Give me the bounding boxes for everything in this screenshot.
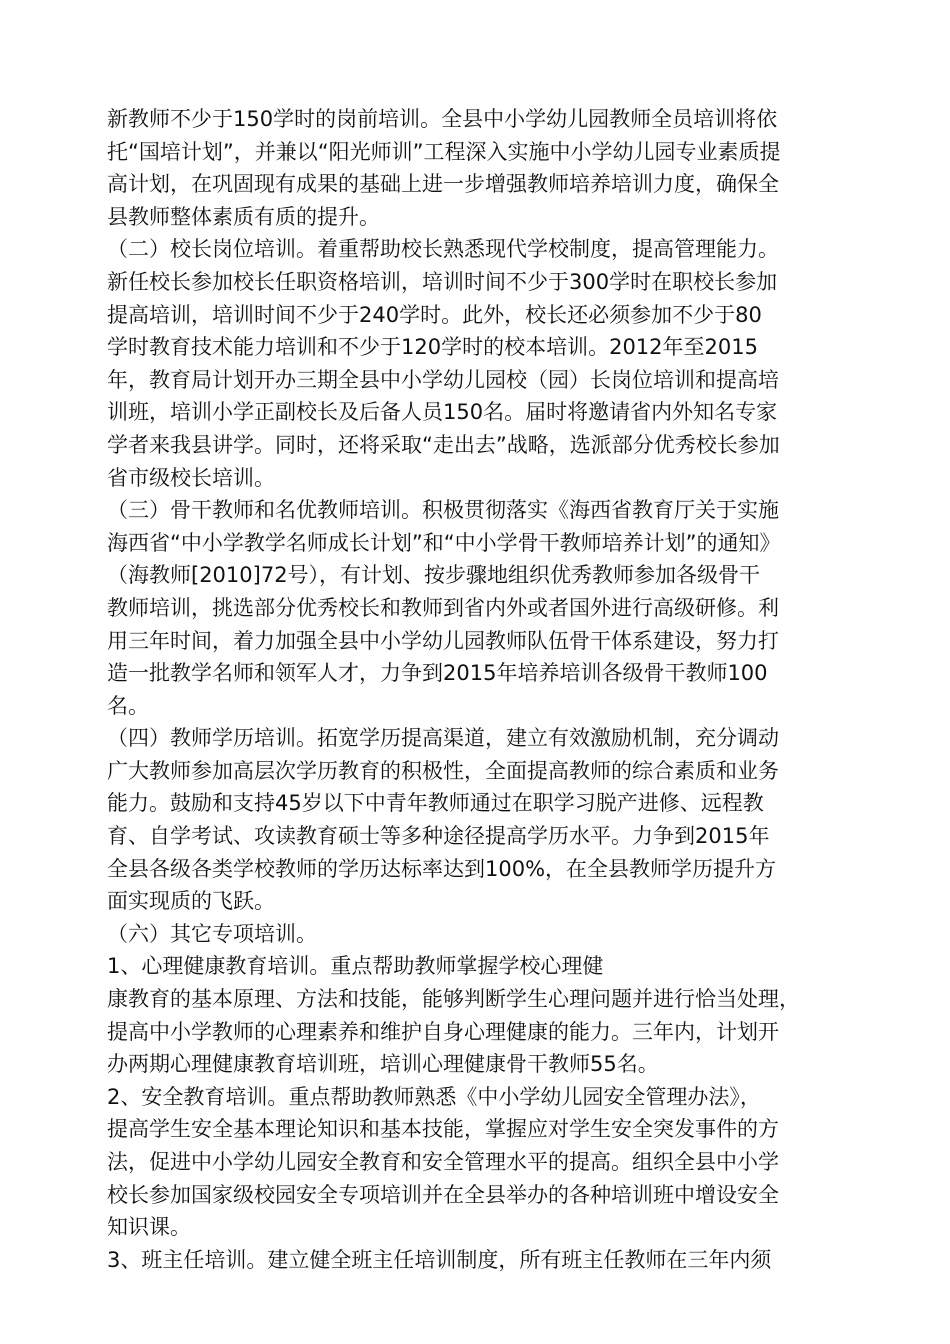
text-line: 县教师整体素质有质的提升。 (107, 204, 380, 229)
text-line: 法，促进中小学幼儿园安全教育和安全管理水平的提高。组织全县中小学 (107, 1150, 779, 1174)
text-line: 全县各级各类学校教师的学历达标率达到100%，在全县教师学历提升方 (107, 856, 777, 881)
text-line: 年，教育局计划开办三期全县中小学幼儿园校（园）长岗位培训和提高培 (107, 367, 779, 392)
text-line: 提高学生安全基本理论知识和基本技能，掌握应对学生安全突发事件的方 (107, 1117, 779, 1142)
text-line: 学时教育技术能力培训和不少于120学时的校本培训。2012年至2015 (107, 335, 758, 360)
text-line: 办两期心理健康教育培训班，培训心理健康骨干教师55名。 (107, 1052, 659, 1077)
text-line: 提高中小学教师的心理素养和维护自身心理健康的能力。三年内，计划开 (107, 1019, 779, 1044)
text-line: （海教师[2010]72号），有计划、按步骤地组织优秀教师参加各级骨干 (107, 563, 761, 588)
text-line: 托“国培计划”，并兼以“阳光师训”工程深入实施中小学幼儿园专业素质提 (107, 139, 781, 164)
text-line: 高计划，在巩固现有成果的基础上进一步增强教师培养培训力度，确保全 (107, 172, 779, 197)
section-heading-line: （二）校长岗位培训。着重帮助校长熟悉现代学校制度，提高管理能力。 (107, 237, 779, 262)
text-line: 新教师不少于150学时的岗前培训。全县中小学幼儿园教师全员培训将依 (107, 107, 778, 131)
list-item-line: 2、安全教育培训。重点帮助教师熟悉《中小学幼儿园安全管理办法》， (107, 1084, 761, 1109)
text-line: 新任校长参加校长任职资格培训，培训时间不少于300学时在职校长参加 (107, 269, 778, 294)
document-body (107, 103, 877, 1276)
text-line: 广大教师参加高层次学历教育的积极性，全面提高教师的综合素质和业务 (107, 758, 779, 783)
section-heading-line: （六）其它专项培训。 (107, 921, 317, 946)
text-line: 名。 (107, 693, 149, 718)
text-line: 能力。鼓励和支持45岁以下中青年教师通过在职学习脱产进修、远程教 (107, 791, 764, 816)
text-line: 训班，培训小学正副校长及后备人员150名。届时将邀请省内外知名专家 (107, 400, 778, 425)
text-line: 学者来我县讲学。同时，还将采取“走出去”战略，选派部分优秀校长参加 (107, 432, 780, 457)
text-line: 造一批教学名师和领军人才，力争到2015年培养培训各级骨干教师100 (107, 661, 768, 686)
text-line: 海西省“中小学教学名师成长计划”和“中小学骨干教师培养计划”的通知》 (107, 530, 781, 555)
text-line: 知识课。 (107, 1215, 191, 1240)
text-line: 校长参加国家级校园安全专项培训并在全县举办的各种培训班中增设安全 (107, 1182, 779, 1207)
text-line: 省市级校长培训。 (107, 465, 275, 490)
section-heading-line: （四）教师学历培训。拓宽学历提高渠道，建立有效激励机制，充分调动 (107, 726, 779, 751)
text-line: 育、自学考试、攻读教育硕士等多种途径提高学历水平。力争到2015年 (107, 824, 770, 849)
text-line: 面实现质的飞跃。 (107, 889, 275, 914)
text-line: 用三年时间，着力加强全县中小学幼儿园教师队伍骨干体系建设，努力打 (107, 628, 779, 653)
text-line: 康教育的基本原理、方法和技能，能够判断学生心理问题并进行恰当处理， (107, 987, 800, 1012)
text-line: 提高培训，培训时间不少于240学时。此外，校长还必须参加不少于80 (107, 302, 762, 327)
list-item-line: 1、心理健康教育培训。重点帮助教师掌握学校心理健 (107, 954, 604, 979)
section-heading-line: （三）骨干教师和名优教师培训。积极贯彻落实《海西省教育厅关于实施 (107, 498, 779, 523)
text-line: 教师培训，挑选部分优秀校长和教师到省内外或者国外进行高级研修。利 (107, 595, 779, 620)
list-item-line: 3、班主任培训。建立健全班主任培训制度，所有班主任教师在三年内须 (107, 1247, 772, 1272)
